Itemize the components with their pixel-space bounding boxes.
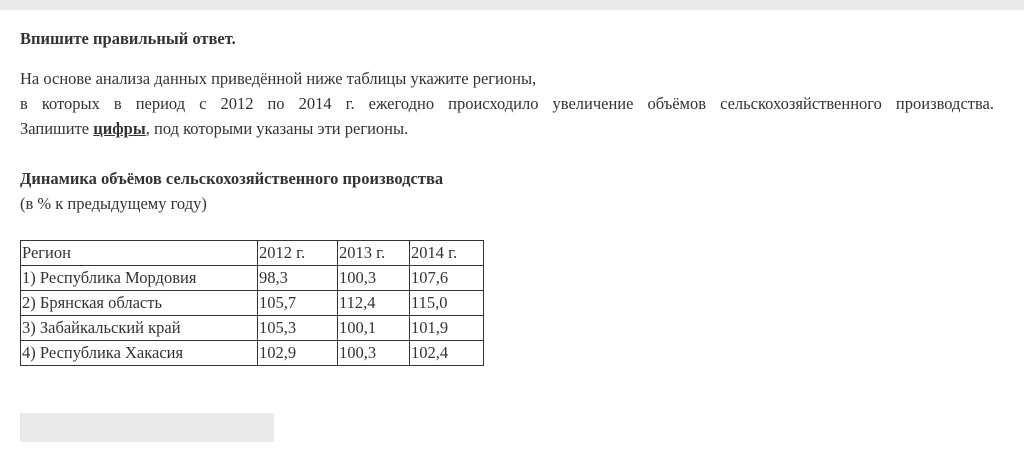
question-content	[20, 26, 994, 216]
task-emphasis-digits: цифры	[93, 119, 146, 138]
top-bar	[0, 0, 1024, 10]
header-2012: 2012 г.	[258, 241, 338, 266]
task-text	[20, 66, 994, 141]
answer-input[interactable]	[20, 413, 274, 442]
cell-value: 100,3	[338, 341, 410, 366]
task-line-3-suffix: , под которыми указаны эти регионы.	[145, 119, 409, 138]
task-line-3-prefix: Запишите	[20, 119, 94, 138]
header-2014: 2014 г.	[410, 241, 484, 266]
cell-value: 107,6	[410, 266, 484, 291]
table-row	[21, 316, 484, 341]
cell-value: 102,4	[410, 341, 484, 366]
cell-region: 1) Республика Мордовия	[21, 266, 258, 291]
cell-value: 100,3	[338, 266, 410, 291]
cell-value: 112,4	[338, 291, 410, 316]
table-row	[21, 266, 484, 291]
table-subtitle: (в % к предыдущему году)	[20, 194, 207, 213]
cell-region: 3) Забайкальский край	[21, 316, 258, 341]
table-row	[21, 291, 484, 316]
header-region: Регион	[21, 241, 258, 266]
cell-value: 115,0	[410, 291, 484, 316]
cell-value: 101,9	[410, 316, 484, 341]
cell-region: 4) Республика Хакасия	[21, 341, 258, 366]
cell-value: 100,1	[338, 316, 410, 341]
header-2013: 2013 г.	[338, 241, 410, 266]
instruction-text: Впишите правильный ответ.	[20, 29, 236, 48]
table-row	[21, 341, 484, 366]
task-line-3	[20, 116, 994, 141]
task-line-2: в которых в период с 2012 по 2014 г. ежегодно происходило увеличение объёмов сельскохозяйственного производства.	[20, 94, 994, 113]
table-header-row	[21, 241, 484, 266]
task-line-1: На основе анализа данных приведённой ниже таблицы укажите регионы,	[20, 69, 537, 88]
cell-region: 2) Брянская область	[21, 291, 258, 316]
cell-value: 98,3	[258, 266, 338, 291]
data-table	[20, 240, 484, 366]
table-title: Динамика объёмов сельскохозяйственного производства	[20, 169, 444, 188]
cell-value: 105,3	[258, 316, 338, 341]
cell-value: 102,9	[258, 341, 338, 366]
cell-value: 105,7	[258, 291, 338, 316]
